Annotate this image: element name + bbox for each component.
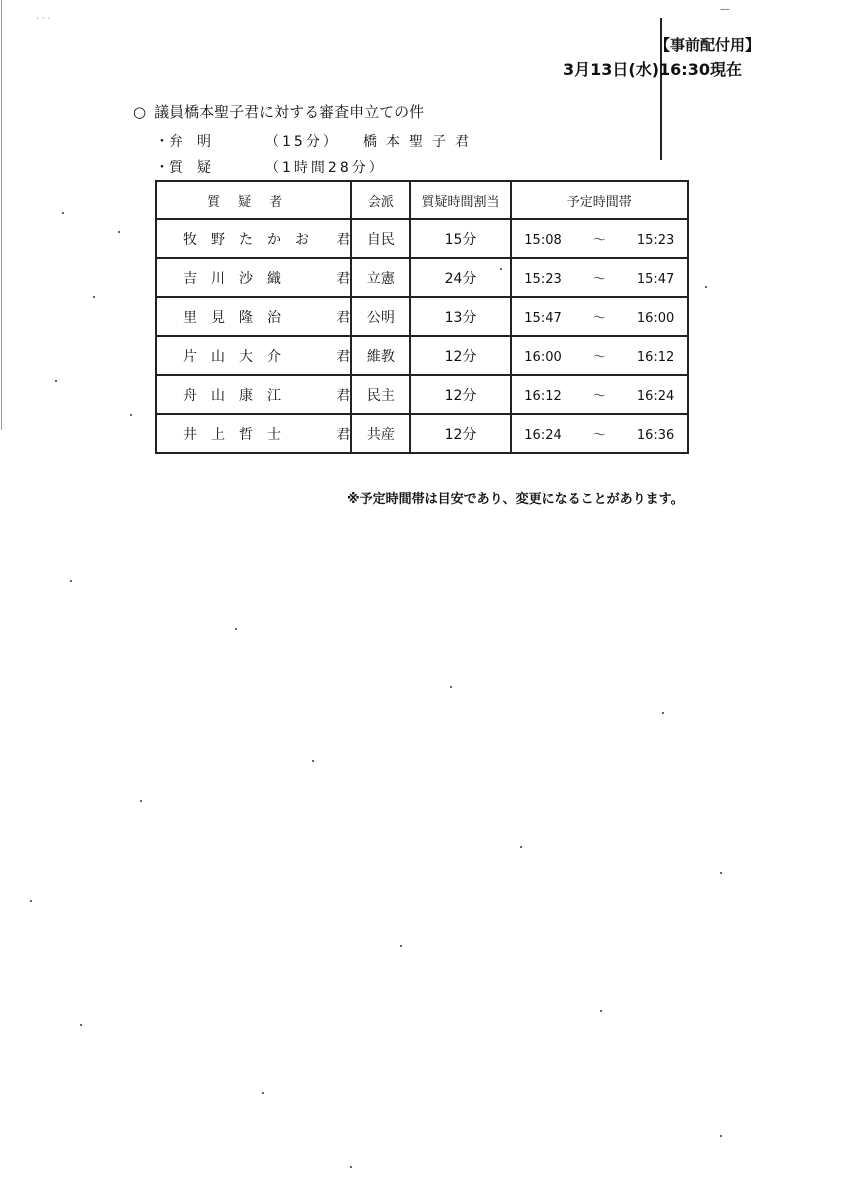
tilde-separator: 〜	[592, 272, 606, 287]
scan-speck	[140, 800, 142, 802]
table-row	[156, 258, 688, 297]
table-row	[156, 414, 688, 453]
allocation-cell: 13分	[410, 297, 510, 336]
scan-speck	[312, 760, 314, 762]
questioner-name-text: 片山大介	[183, 348, 295, 365]
table-row	[156, 219, 688, 258]
scan-speck	[30, 900, 32, 902]
questioner-name-text: 吉川沙織	[183, 270, 295, 287]
end-time: 15:47	[636, 272, 675, 287]
item-duration: （15分）	[265, 134, 340, 150]
scan-speck	[130, 414, 132, 416]
item-questioning	[155, 157, 386, 177]
item-label: 弁明	[169, 134, 225, 150]
tilde-separator: 〜	[592, 311, 606, 326]
dot-bullet-icon: ・	[155, 134, 169, 150]
dot-bullet-icon: ・	[155, 160, 169, 176]
scan-speck	[720, 872, 722, 874]
tilde-separator: 〜	[592, 233, 606, 248]
scan-speck	[55, 380, 57, 382]
party-cell: 維教	[351, 336, 410, 375]
questioner-name	[156, 258, 351, 297]
party-cell: 民主	[351, 375, 410, 414]
table-row	[156, 375, 688, 414]
party-cell: 立憲	[351, 258, 410, 297]
scan-speck	[705, 286, 707, 288]
scan-speck	[235, 628, 237, 630]
scan-marks: · · ·	[36, 14, 51, 24]
schedule-note: ※予定時間帯は目安であり、変更になることがあります。	[347, 492, 684, 507]
start-time: 16:12	[524, 389, 562, 404]
start-time: 16:24	[524, 428, 562, 443]
questioner-name-text: 舟山康江	[183, 387, 295, 404]
schedule-cell	[511, 414, 688, 453]
scan-speck	[70, 580, 72, 582]
questioner-name	[156, 297, 351, 336]
start-time: 15:23	[524, 272, 562, 287]
questioner-name-text: 里見隆治	[183, 309, 295, 326]
scan-speck	[62, 212, 64, 214]
end-time: 16:36	[636, 428, 675, 443]
circle-bullet-icon: ○	[133, 103, 147, 121]
allocation-cell: 12分	[410, 375, 510, 414]
questioner-name-text: 井上哲士	[183, 426, 295, 443]
honorific: 君	[336, 348, 351, 365]
schedule-cell	[511, 297, 688, 336]
honorific: 君	[336, 231, 351, 248]
questioning-schedule-table	[155, 180, 689, 454]
questioner-name	[156, 375, 351, 414]
allocation-cell: 12分	[410, 414, 510, 453]
status-date: 3月13日(水)16:30現在	[563, 60, 742, 79]
header-questioner: 質疑者	[156, 181, 351, 219]
scan-speck	[93, 296, 95, 298]
table-row	[156, 336, 688, 375]
scan-speck	[80, 1024, 82, 1026]
fax-header-mark: —	[720, 4, 730, 15]
tilde-separator: 〜	[592, 428, 606, 443]
honorific: 君	[336, 309, 351, 326]
end-time: 16:00	[636, 311, 675, 326]
questioner-name	[156, 414, 351, 453]
item-label: 質疑	[169, 160, 225, 176]
tilde-separator: 〜	[592, 389, 606, 404]
header-allocation: 質疑時間割当	[410, 181, 510, 219]
distribution-tag: 【事前配付用】	[655, 36, 761, 54]
scan-speck	[520, 846, 522, 848]
scan-speck	[500, 268, 502, 270]
questioner-name	[156, 219, 351, 258]
item-duration: （1時間28分）	[265, 160, 386, 176]
party-cell: 共産	[351, 414, 410, 453]
end-time: 15:23	[636, 233, 675, 248]
questioner-name	[156, 336, 351, 375]
schedule-cell	[511, 258, 688, 297]
scan-speck	[600, 1010, 602, 1012]
allocation-cell: 12分	[410, 336, 510, 375]
end-time: 16:24	[636, 389, 675, 404]
schedule-cell	[511, 219, 688, 258]
end-time: 16:12	[636, 350, 675, 365]
scan-speck	[262, 1092, 264, 1094]
scan-speck	[118, 231, 120, 233]
header-schedule: 予定時間帯	[511, 181, 688, 219]
scan-edge-line	[1, 0, 2, 430]
table-header-row	[156, 181, 688, 219]
table-row	[156, 297, 688, 336]
scan-speck	[720, 1135, 722, 1137]
allocation-cell: 15分	[410, 219, 510, 258]
tilde-separator: 〜	[592, 350, 606, 365]
schedule-cell	[511, 375, 688, 414]
honorific: 君	[336, 270, 351, 287]
case-heading	[133, 101, 424, 122]
header-party: 会派	[351, 181, 410, 219]
item-defense	[155, 131, 478, 151]
allocation-cell: 24分	[410, 258, 510, 297]
party-cell: 自民	[351, 219, 410, 258]
schedule-cell	[511, 336, 688, 375]
item-person: 橋本聖子君	[363, 134, 478, 150]
honorific: 君	[336, 387, 351, 404]
start-time: 15:08	[524, 233, 562, 248]
start-time: 15:47	[524, 311, 562, 326]
party-cell: 公明	[351, 297, 410, 336]
questioner-name-text: 牧野たかお	[183, 231, 323, 248]
honorific: 君	[336, 426, 351, 443]
scan-speck	[450, 686, 452, 688]
scan-speck	[662, 712, 664, 714]
scan-speck	[400, 945, 402, 947]
start-time: 16:00	[524, 350, 562, 365]
case-title-text: 議員橋本聖子君に対する審査申立ての件	[154, 103, 425, 121]
scan-speck	[350, 1166, 352, 1168]
